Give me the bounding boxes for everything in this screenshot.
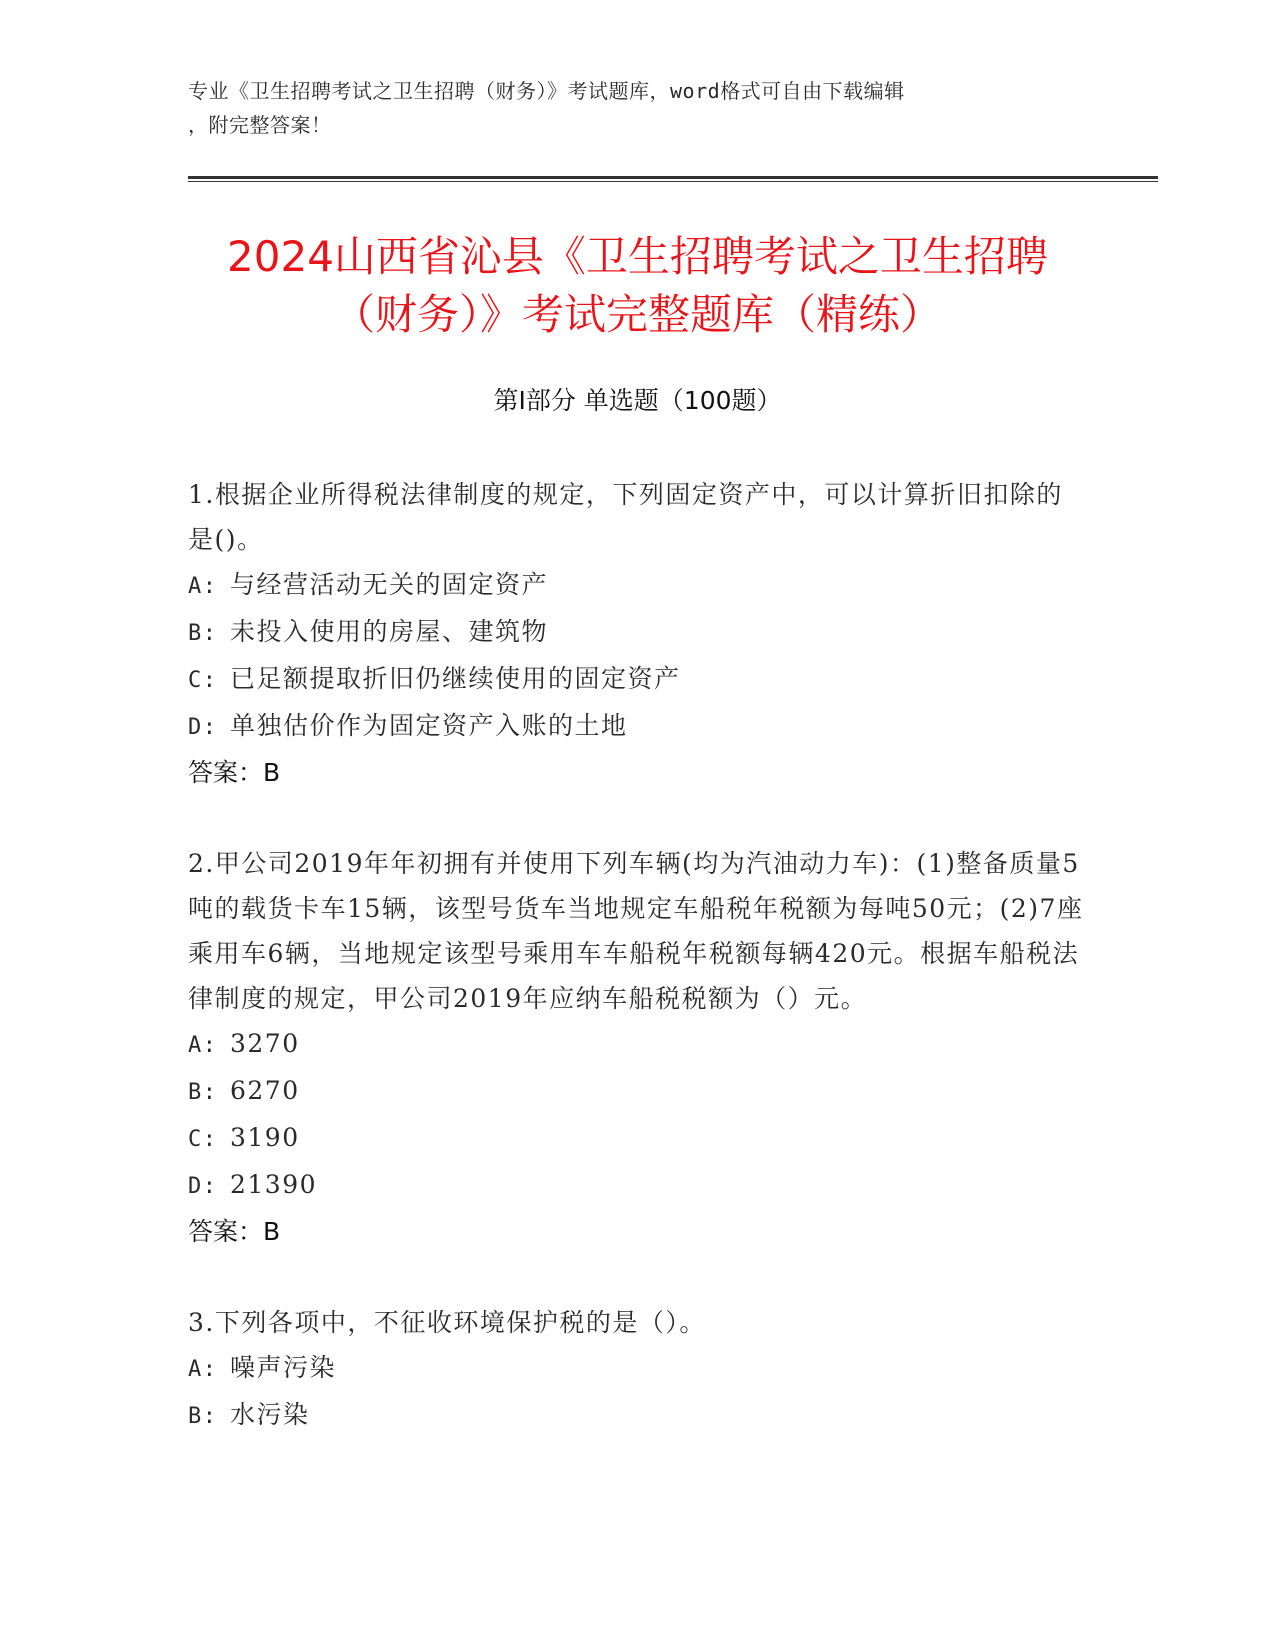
- option-b: [188, 609, 1088, 656]
- option-c: [188, 656, 1088, 703]
- header-divider-thin: [188, 181, 1158, 182]
- option-letter: A:: [188, 1033, 218, 1058]
- document-title-line-2: （财务）》考试完整题库（精练）: [332, 290, 942, 339]
- document-title-line-1: 2024山西省沁县《卫生招聘考试之卫生招聘: [227, 232, 1048, 281]
- option-d: [188, 703, 1088, 750]
- option-text: 未投入使用的房屋、建筑物: [230, 617, 549, 646]
- option-text: 已足额提取折旧仍继续使用的固定资产: [230, 664, 681, 693]
- option-b: [188, 1068, 1088, 1115]
- question-2: [188, 841, 1088, 1254]
- option-letter: C:: [188, 668, 218, 693]
- answer-line: 答案：B: [188, 758, 281, 787]
- option-d: [188, 1162, 1088, 1209]
- option-text: 3270: [230, 1029, 300, 1058]
- option-text: 21390: [230, 1170, 318, 1199]
- option-text: 3190: [230, 1123, 300, 1152]
- question-stem: 3.下列各项中，不征收环境保护税的是（）。: [188, 1308, 706, 1337]
- header-note-line-2: ，附完整答案！: [188, 113, 332, 137]
- question-list: [188, 472, 1088, 1485]
- option-letter: B:: [188, 1080, 218, 1105]
- question-1: [188, 472, 1088, 795]
- option-letter: D:: [188, 715, 218, 740]
- option-a: [188, 562, 1088, 609]
- option-text: 噪声污染: [230, 1353, 337, 1382]
- section-heading: 第Ⅰ部分 单选题（100题）: [493, 386, 782, 415]
- header-note: [188, 74, 1078, 142]
- option-text: 6270: [230, 1076, 300, 1105]
- option-text: 单独估价作为固定资产入账的土地: [230, 711, 628, 740]
- option-letter: D:: [188, 1174, 218, 1199]
- option-letter: B:: [188, 1404, 218, 1429]
- option-a: [188, 1345, 1088, 1392]
- document-title: [130, 228, 1145, 344]
- option-letter: A:: [188, 574, 218, 599]
- header-note-line-1: 专业《卫生招聘考试之卫生招聘（财务）》考试题库，word格式可自由下载编辑: [188, 79, 905, 103]
- question-3: [188, 1300, 1088, 1439]
- option-letter: A:: [188, 1357, 218, 1382]
- option-b: [188, 1392, 1088, 1439]
- option-a: [188, 1021, 1088, 1068]
- question-stem: 1.根据企业所得税法律制度的规定，下列固定资产中，可以计算折旧扣除的是()。: [188, 480, 1063, 554]
- option-letter: C:: [188, 1127, 218, 1152]
- question-stem: 2.甲公司2019年年初拥有并使用下列车辆(均为汽油动力车)：(1)整备质量5吨的载货卡车15辆，该型号货车当地规定车船税年税额为每吨50元；(2)7座乘用车6辆，当地规定该型号乘用车车船税年税额每辆420元。根据车船税法律制度的规定，甲公司2019年应纳车船税税额为（）元。: [188, 849, 1084, 1013]
- option-text: 水污染: [230, 1400, 310, 1429]
- option-letter: B:: [188, 621, 218, 646]
- option-c: [188, 1115, 1088, 1162]
- answer-line: 答案：B: [188, 1217, 281, 1246]
- header-divider-thick: [188, 176, 1158, 179]
- option-text: 与经营活动无关的固定资产: [230, 570, 549, 599]
